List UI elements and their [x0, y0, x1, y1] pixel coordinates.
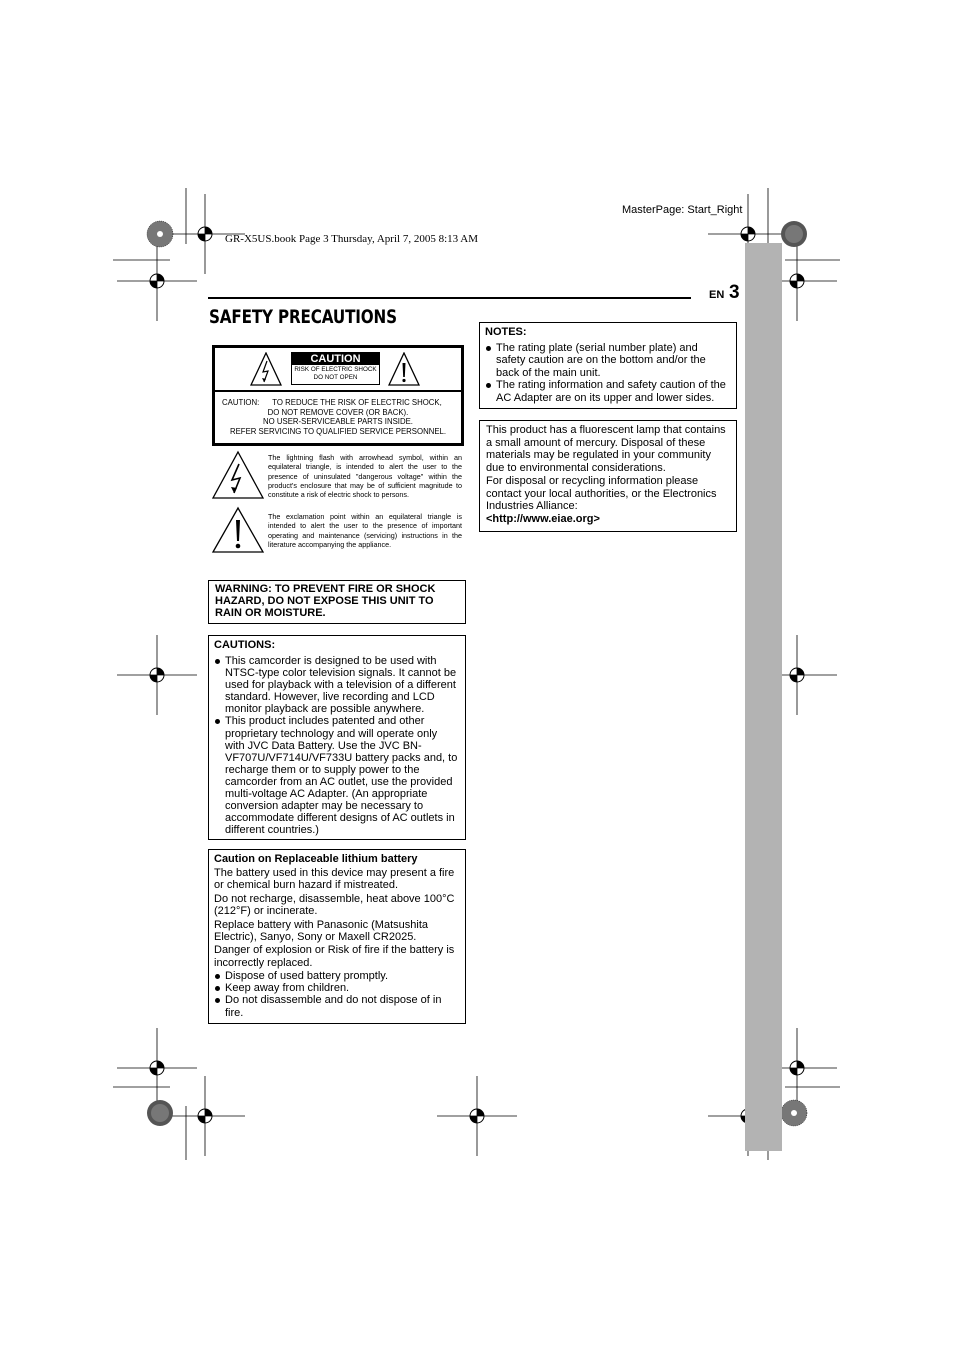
lithium-list — [214, 970, 459, 1018]
mercury-link[interactable]: <http://www.eiae.org> — [486, 512, 600, 525]
caution-body-line2: DO NOT REMOVE COVER (OR BACK). — [267, 407, 409, 417]
caution-body-line1 — [215, 398, 461, 408]
list-item: Dispose of used battery promptly. — [214, 970, 459, 982]
page-number: 3 — [729, 282, 740, 303]
list-item: The rating information and safety caution of the AC Adapter are on its upper and lower sides. — [485, 379, 730, 404]
lightning-triangle-icon — [250, 352, 282, 386]
list-item: Keep away from children. — [214, 982, 459, 994]
side-tab-band — [745, 243, 782, 1151]
caution-label-heading: CAUTION — [292, 353, 379, 365]
lithium-p3: Replace battery with Panasonic (Matsushita Electric), Sanyo, Sony or Maxell CR2025. — [214, 918, 428, 944]
notes-heading: NOTES: — [485, 326, 527, 338]
list-item: The rating plate (serial number plate) and safety caution are on the bottom and/or the back of the main unit. — [485, 342, 730, 379]
exclamation-symbol-icon — [211, 506, 265, 554]
lithium-p1: The battery used in this device may present a fire or chemical burn hazard if mistreated. — [214, 867, 455, 892]
caution-label-panel — [212, 345, 464, 446]
cautions-heading: CAUTIONS: — [214, 639, 276, 651]
warning-text: WARNING: TO PREVENT FIRE OR SHOCK HAZARD, DO NOT EXPOSE THIS UNIT TO RAIN OR MOISTURE. — [215, 583, 436, 619]
lithium-p4: Danger of explosion or Risk of fire if the battery is incorrectly replaced. — [214, 944, 455, 969]
lightning-symbol-icon — [211, 450, 265, 500]
caution-body-line4: REFER SERVICING TO QUALIFIED SERVICE PERSONNEL. — [229, 426, 447, 436]
caution-label-box — [291, 352, 380, 385]
list-item: Do not disassemble and do not dispose of in fire. — [214, 994, 459, 1018]
mercury-p2: For disposal or recycling information please contact your local authorities, or the Electronics Industries Alliance: — [486, 474, 717, 513]
notes-box — [479, 322, 737, 409]
mercury-p1: This product has a fluorescent lamp that contains a small amount of mercury. Disposal of these materials may be regulated in your community due to environmental considerations. — [486, 424, 726, 475]
page-title: SAFETY PRECAUTIONS — [209, 306, 397, 328]
mercury-box — [479, 420, 737, 532]
notes-list — [485, 342, 730, 404]
exclamation-triangle-icon — [388, 352, 420, 386]
book-info: GR-X5US.book Page 3 Thursday, April 7, 2005 8:13 AM — [225, 233, 478, 245]
caution-label-top — [215, 348, 461, 392]
list-item: This camcorder is designed to be used with NTSC-type color television signals. It cannot be used for playback with a television of a different standard. However, live recording and LCD monitor playback are possible anywhere. — [214, 655, 459, 715]
cautions-list — [214, 655, 459, 836]
caution-label-line2: DO NOT OPEN — [313, 374, 358, 381]
lightning-explanation: The lightning flash with arrowhead symbol, within an equilateral triangle, is intended to alert the user to the presence of uninsulated "dangerous voltage" within the product's enclosure that may be of sufficient magnitude to constitute a risk of electric shock to persons. — [268, 453, 462, 500]
lithium-battery-box — [208, 849, 466, 1024]
title-rule — [208, 297, 691, 299]
caution-body-text1: TO REDUCE THE RISK OF ELECTRIC SHOCK, — [272, 398, 442, 407]
masterpage-label: MasterPage: Start_Right — [622, 204, 743, 216]
caution-label-line1: RISK OF ELECTRIC SHOCK — [294, 366, 377, 373]
language-code: EN — [709, 289, 725, 301]
cautions-box — [208, 635, 466, 840]
caution-body-prefix: CAUTION: — [222, 398, 260, 407]
exclamation-explanation: The exclamation point within an equilateral triangle is intended to alert the user to the presence of important operating and maintenance (servicing) instructions in the literature accompanying the appliance. — [268, 512, 462, 549]
lithium-heading: Caution on Replaceable lithium battery — [214, 853, 418, 865]
caution-label-body — [215, 398, 461, 436]
lithium-p2: Do not recharge, disassemble, heat above 100°C (212°F) or incinerate. — [214, 892, 455, 918]
caution-body-line3: NO USER-SERVICEABLE PARTS INSIDE. — [263, 417, 413, 427]
warning-box — [208, 580, 466, 624]
list-item: This product includes patented and other proprietary technology and will operate only with JVC Data Battery. Use the JVC BN-VF707U/VF714U/VF733U battery packs and, to recharge them or to supply power to the camcorder from an AC outlet, use the provided multi-voltage AC Adapter. (An appropriate conversion adapter may be necessary to accommodate different designs of AC outlets in different countries.) — [214, 715, 459, 836]
